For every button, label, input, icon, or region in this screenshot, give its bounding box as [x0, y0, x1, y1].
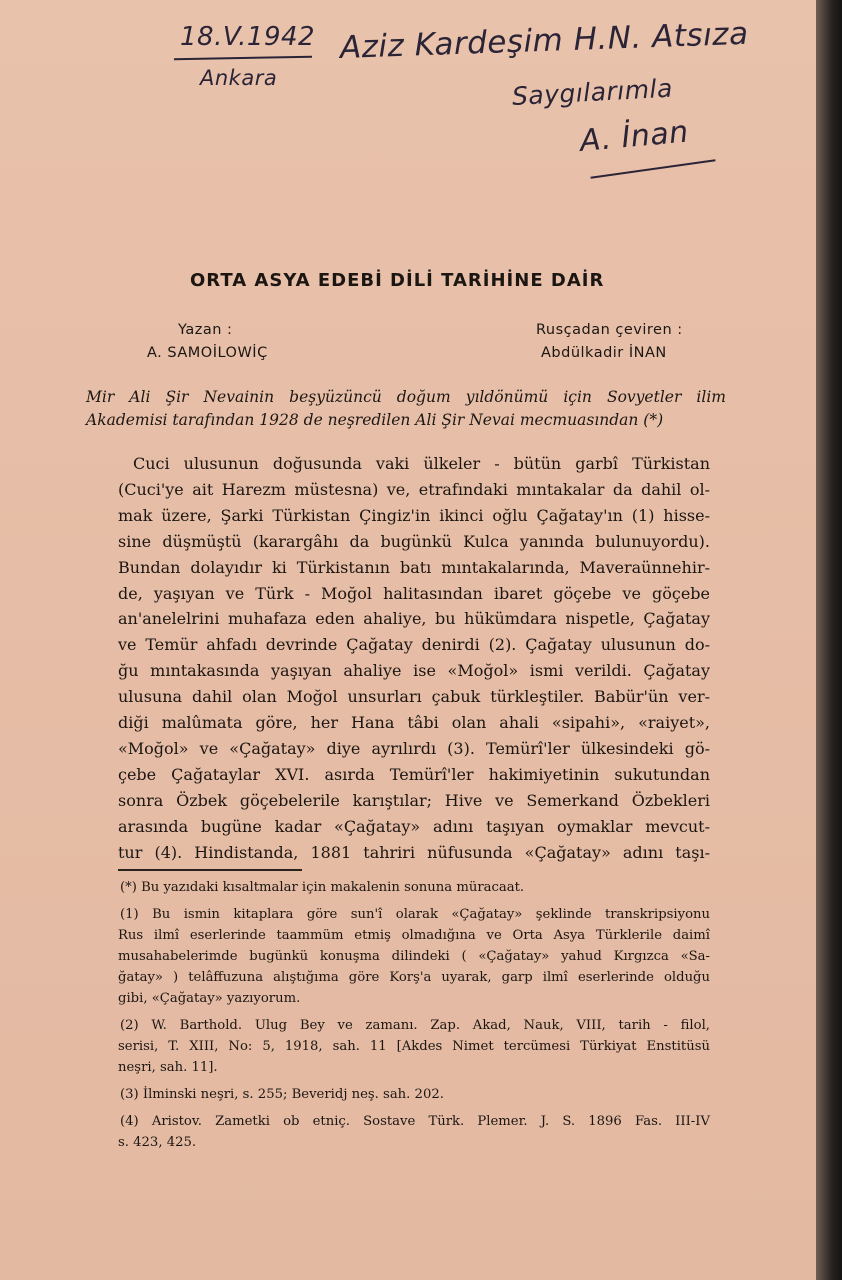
- body-line: çebe Çağataylar XVI. asırda Temürî'ler hakimiyetinin sukutundan: [118, 764, 710, 784]
- handwritten-date-underline: [174, 56, 312, 60]
- intro-note-line: Mir Ali Şir Nevainin beşyüzüncü doğum yıldönümü için Sovyetler ilim: [86, 388, 726, 406]
- body-line: an'anelelrini muhafaza eden ahaliye, bu hükümdara nispetle, Çağatay: [118, 609, 710, 629]
- author-name: A. SAMOİLOWİÇ: [147, 345, 268, 361]
- footnote-1-line: Rus ilmî eserlerinde taammüm etmiş olmadığına ve Orta Asya Türklerile daimî: [118, 928, 710, 943]
- body-line: «Moğol» ve «Çağatay» diye ayrılırdı (3). Temürî'ler ülkesindeki gö-: [118, 738, 710, 758]
- footnote-4-line: s. 423, 425.: [118, 1135, 197, 1150]
- footnote-1-line: (1) Bu ismin kitaplara göre sun'î olarak «Çağatay» şeklinde transkripsiyonu: [120, 907, 710, 922]
- body-line: Cuci ulusunun doğusunda vaki ülkeler - bütün garbî Türkistan: [133, 454, 710, 473]
- translator-name: Abdülkadir İNAN: [541, 345, 667, 361]
- footnote-separator: [118, 869, 302, 871]
- handwritten-dedication: Aziz Kardeşim H.N. Atsıza: [339, 15, 750, 66]
- footnote-star: (*) Bu yazıdaki kısaltmalar için makalenin sonuna müracaat.: [120, 880, 525, 895]
- footnote-1-line: musahabelerimde bugünkü konuşma dilindeki ( «Çağatay» yahud Kırgızca «Sa-: [118, 949, 710, 964]
- footnote-1-line: ğatay» ) telâffuzuna alıştığıma göre Korş'a uyarak, garp ilmî eserlerinde olduğu: [118, 970, 710, 985]
- author-label: Yazan :: [178, 322, 233, 338]
- body-line: diği malûmata göre, her Hana tâbi olan ahali «sipahi», «raiyet»,: [118, 713, 710, 733]
- body-line: sonra Özbek göçebelerile karıştılar; Hive ve Semerkand Özbekleri: [118, 790, 710, 810]
- body-line: de, yaşıyan ve Türk - Moğol halitasından ibaret göçebe ve göçebe: [118, 583, 710, 603]
- body-line: Bundan dolayıdır ki Türkistanın batı mıntakalarında, Maveraünnehir-: [118, 557, 710, 577]
- body-line: sine düşmüştü (karargâhı da bugünkü Kulca yanında bulunuyordu).: [118, 531, 710, 551]
- body-line: arasında bugüne kadar «Çağatay» adını taşıyan oymaklar mevcut-: [118, 816, 710, 836]
- handwritten-regards: Saygılarımla: [511, 73, 674, 111]
- body-line: ulusuna dahil olan Moğol unsurları çabuk türkleştiler. Babür'ün ver-: [118, 687, 710, 707]
- intro-note: [86, 386, 726, 432]
- footnote-4-line: (4) Aristov. Zametki ob etniç. Sostave Türk. Plemer. J. S. 1896 Fas. III-IV: [120, 1114, 710, 1129]
- intro-note-line: Akademisi tarafından 1928 de neşredilen Ali Şir Nevai mecmuasından (*): [86, 411, 664, 429]
- footnote-2-line: neşri, sah. 11].: [118, 1060, 218, 1075]
- book-gutter-shadow: [816, 0, 842, 1280]
- signature-underline: [590, 159, 715, 179]
- body-line: mak üzere, Şarki Türkistan Çingiz'in ikinci oğlu Çağatay'ın (1) hisse-: [118, 505, 710, 525]
- footnote-1-line: gibi, «Çağatay» yazıyorum.: [118, 991, 301, 1006]
- article-title: ORTA ASYA EDEBİ DİLİ TARİHİNE DAİR: [190, 270, 605, 291]
- handwritten-signature: A. İnan: [578, 114, 691, 159]
- body-line: ğu mıntakasında yaşıyan ahaliye ise «Moğol» ismi verildi. Çağatay: [118, 661, 710, 681]
- body-text: [118, 451, 710, 866]
- footnotes: [118, 877, 710, 1153]
- handwritten-date: 18.V.1942: [180, 22, 316, 52]
- body-line: (Cuci'ye ait Harezm müstesna) ve, etrafındaki mıntakalar da dahil ol-: [118, 479, 710, 499]
- footnote-2-line: serisi, T. XIII, No: 5, 1918, sah. 11 [Akdes Nimet tercümesi Türkiyat Enstitüsü: [118, 1039, 710, 1054]
- footnote-2-line: (2) W. Barthold. Ulug Bey ve zamanı. Zap. Akad, Nauk, VIII, tarih - filol,: [120, 1018, 710, 1033]
- body-line: tur (4). Hindistanda, 1881 tahriri nüfusunda «Çağatay» adını taşı-: [118, 842, 710, 862]
- handwritten-place: Ankara: [200, 66, 278, 90]
- translator-label: Rusçadan çeviren :: [536, 322, 683, 338]
- footnote-3: (3) İlminski neşri, s. 255; Beveridj neş. sah. 202.: [120, 1087, 444, 1102]
- body-line: ve Temür ahfadı devrinde Çağatay denirdi (2). Çağatay ulusunun do-: [118, 635, 710, 655]
